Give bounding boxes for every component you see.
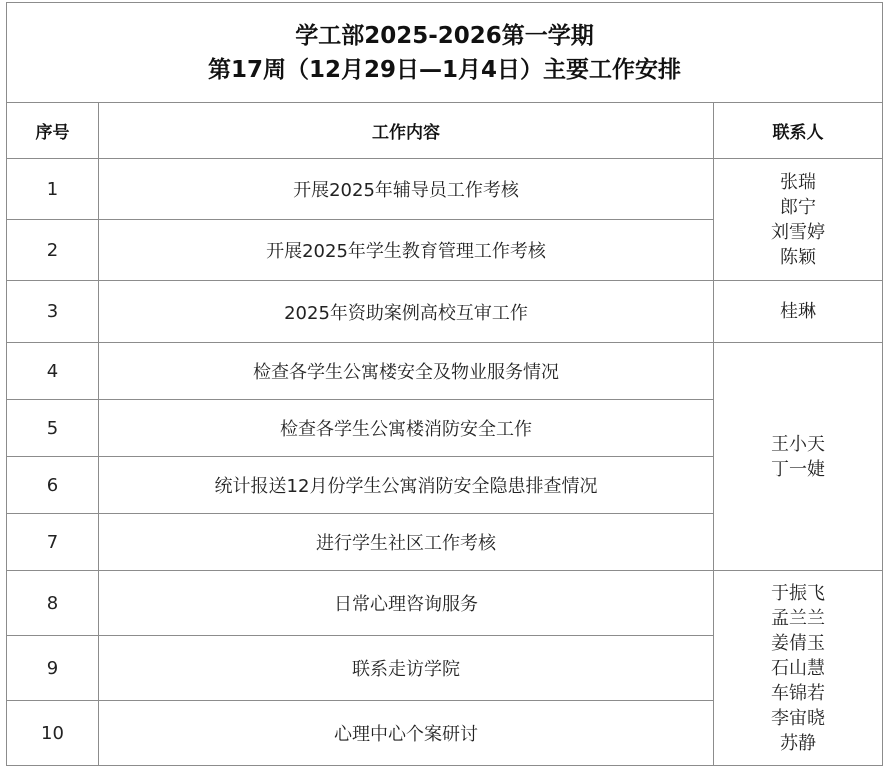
row-no: 5 bbox=[7, 400, 99, 457]
contact-cell-group1 bbox=[714, 159, 883, 281]
contact-name: 于振飞 bbox=[771, 582, 826, 604]
table-row bbox=[7, 159, 883, 220]
header-row bbox=[7, 103, 883, 159]
contact-list bbox=[771, 432, 825, 482]
contact-cell-group4 bbox=[714, 571, 883, 766]
row-no: 8 bbox=[7, 571, 99, 636]
contact-name: 陈颖 bbox=[780, 246, 817, 268]
row-task: 开展2025年辅导员工作考核 bbox=[99, 159, 714, 220]
contact-name: 苏静 bbox=[780, 732, 817, 754]
row-no: 7 bbox=[7, 514, 99, 571]
row-no: 6 bbox=[7, 457, 99, 514]
row-task: 进行学生社区工作考核 bbox=[99, 514, 714, 571]
row-task: 检查各学生公寓楼安全及物业服务情况 bbox=[99, 343, 714, 400]
contact-list bbox=[771, 581, 825, 756]
row-no: 1 bbox=[7, 159, 99, 220]
row-task: 2025年资助案例高校互审工作 bbox=[99, 281, 714, 343]
work-schedule-table bbox=[6, 2, 883, 766]
header-no: 序号 bbox=[7, 103, 99, 159]
contact-list bbox=[780, 299, 816, 324]
title-row bbox=[7, 3, 883, 103]
row-no: 9 bbox=[7, 636, 99, 701]
row-no: 3 bbox=[7, 281, 99, 343]
contact-name: 车锦若 bbox=[771, 682, 826, 704]
contact-name: 石山慧 bbox=[771, 657, 826, 679]
row-task: 检查各学生公寓楼消防安全工作 bbox=[99, 400, 714, 457]
contact-name: 王小天 bbox=[771, 433, 826, 455]
title-line-2: 第17周（12月29日—1月4日）主要工作安排 bbox=[208, 56, 682, 83]
row-task: 开展2025年学生教育管理工作考核 bbox=[99, 220, 714, 281]
row-no: 10 bbox=[7, 701, 99, 766]
header-task: 工作内容 bbox=[99, 103, 714, 159]
contact-list bbox=[771, 170, 825, 270]
contact-cell-group3 bbox=[714, 343, 883, 571]
contact-name: 桂琳 bbox=[780, 301, 817, 322]
contact-cell-group2 bbox=[714, 281, 883, 343]
row-no: 2 bbox=[7, 220, 99, 281]
header-contact: 联系人 bbox=[714, 103, 883, 159]
title-line-1: 学工部2025-2026第一学期 bbox=[295, 22, 594, 49]
row-no: 4 bbox=[7, 343, 99, 400]
contact-name: 李宙晓 bbox=[771, 707, 826, 729]
row-task: 心理中心个案研讨 bbox=[99, 701, 714, 766]
contact-name: 孟兰兰 bbox=[771, 607, 826, 629]
table-row bbox=[7, 343, 883, 400]
contact-name: 刘雪婷 bbox=[771, 221, 826, 243]
table-title bbox=[7, 3, 883, 103]
table-row bbox=[7, 281, 883, 343]
contact-name: 张瑞 bbox=[780, 171, 817, 193]
contact-name: 郎宁 bbox=[780, 196, 817, 218]
row-task: 日常心理咨询服务 bbox=[99, 571, 714, 636]
contact-name: 丁一婕 bbox=[771, 458, 826, 480]
row-task: 联系走访学院 bbox=[99, 636, 714, 701]
table-row bbox=[7, 571, 883, 636]
row-task: 统计报送12月份学生公寓消防安全隐患排查情况 bbox=[99, 457, 714, 514]
contact-name: 姜倩玉 bbox=[771, 632, 826, 654]
